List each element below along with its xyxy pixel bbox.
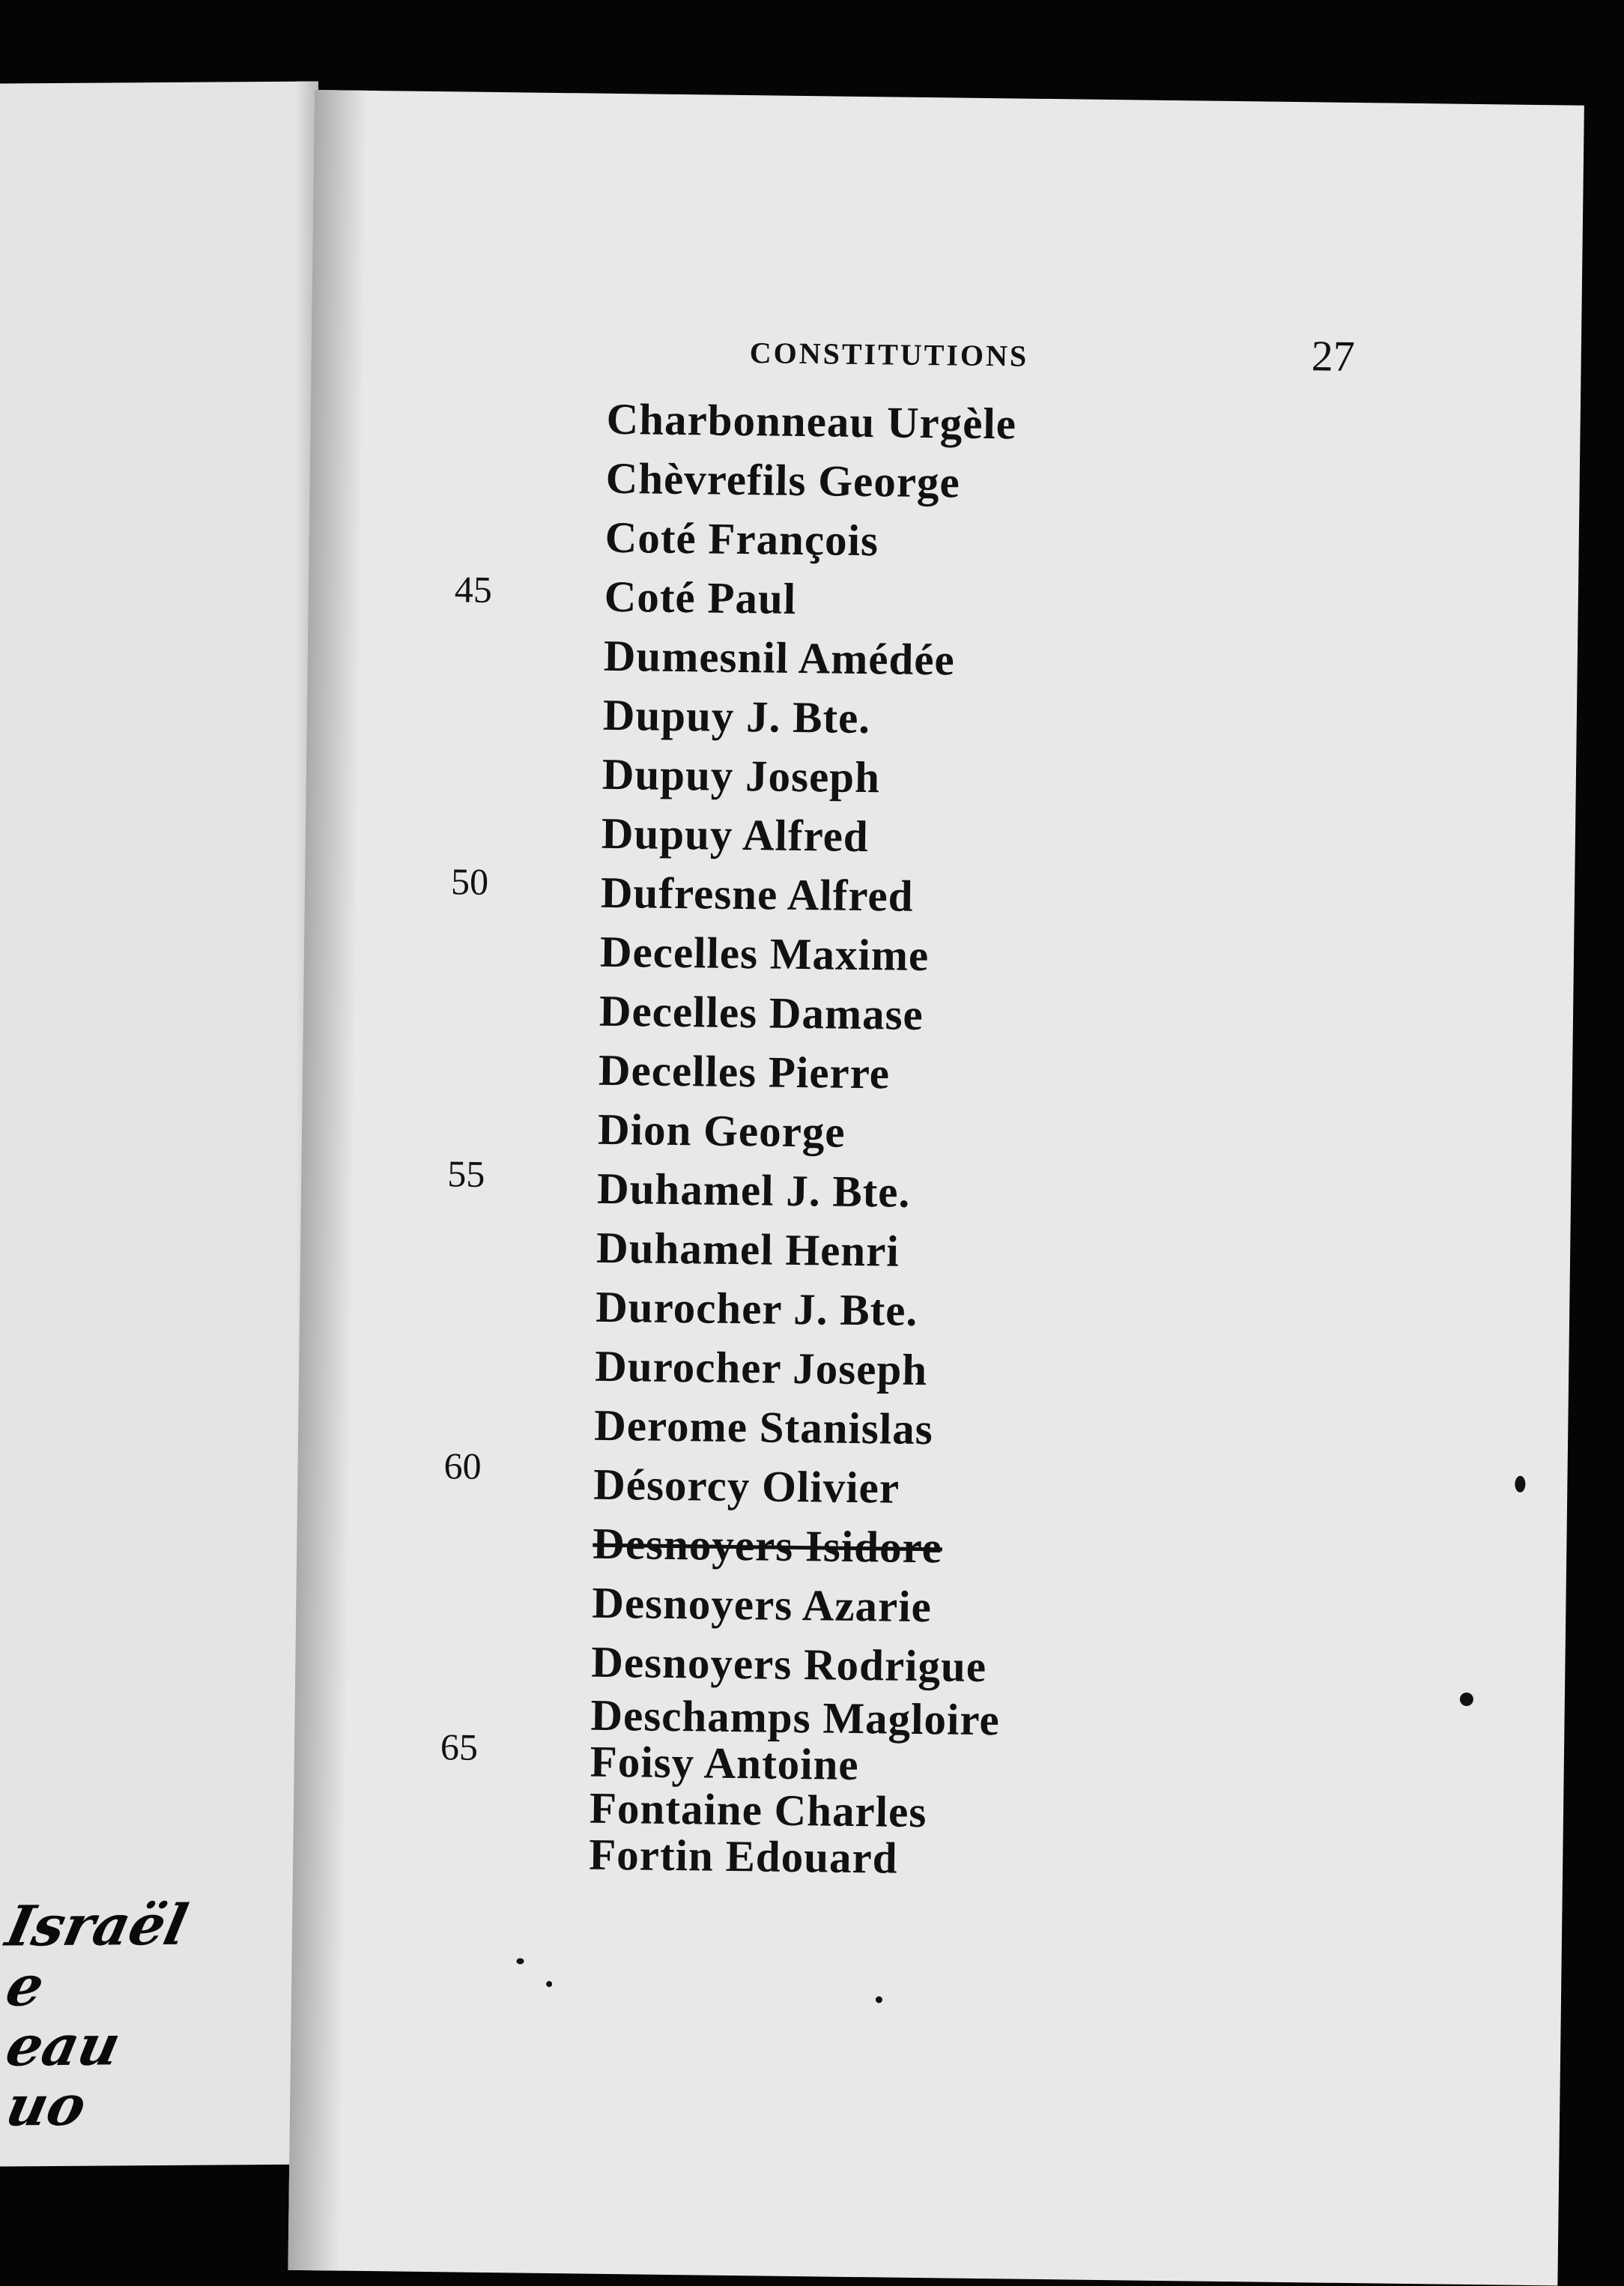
handwriting-line: eau xyxy=(0,2013,126,2079)
member-name: Duhamel J. Bte. xyxy=(596,1163,911,1217)
member-name: Dumesnil Amédée xyxy=(603,630,956,685)
running-header: CONSTITUTIONS xyxy=(749,336,1029,373)
ink-speck xyxy=(1515,1476,1525,1493)
handwriting-line: e xyxy=(0,1954,50,2019)
member-name: Dufresne Alfred xyxy=(600,867,914,921)
member-name: Desnoyers Azarie xyxy=(591,1577,933,1632)
member-name: Dion George xyxy=(597,1104,846,1157)
ink-speck xyxy=(876,1996,882,2003)
member-name: Foisy Antoine xyxy=(590,1736,860,1790)
member-name: Dupuy J. Bte. xyxy=(602,689,871,743)
member-list xyxy=(589,390,1281,1886)
left-page xyxy=(0,82,318,2167)
member-name: Coté François xyxy=(605,512,879,566)
member-name: Chèvrefils George xyxy=(605,453,961,507)
member-name: Durocher Joseph xyxy=(594,1340,928,1395)
line-number: 50 xyxy=(450,860,489,903)
line-number: 65 xyxy=(440,1726,479,1768)
member-name: Durocher J. Bte. xyxy=(595,1281,918,1335)
ink-speck xyxy=(516,1958,524,1964)
line-number: 60 xyxy=(443,1445,482,1487)
struck-member-name: Desnoyers Isidore xyxy=(592,1518,943,1573)
member-name: Decelles Maxime xyxy=(599,926,930,981)
handwritten-annotation xyxy=(0,1893,292,2139)
member-name: Derome Stanislas xyxy=(593,1400,934,1454)
member-name: Fontaine Charles xyxy=(589,1782,927,1837)
member-name: Désorcy Olivier xyxy=(593,1459,900,1513)
member-name: Duhamel Henri xyxy=(596,1222,900,1276)
member-name: Desnoyers Rodrigue xyxy=(590,1636,987,1692)
line-number: 45 xyxy=(454,568,493,611)
right-page xyxy=(288,90,1584,2285)
member-name: Fortin Edouard xyxy=(588,1829,898,1883)
member-name: Dupuy Joseph xyxy=(602,749,881,802)
ink-speck xyxy=(1460,1693,1473,1706)
member-name: Charbonneau Urgèle xyxy=(606,393,1017,449)
ink-speck xyxy=(546,1981,552,1987)
member-name: Decelles Damase xyxy=(599,985,924,1040)
member-name: Deschamps Magloire xyxy=(590,1690,1001,1745)
line-number: 55 xyxy=(447,1152,485,1195)
handwriting-line: uo xyxy=(0,2073,92,2139)
member-name: Dupuy Alfred xyxy=(601,808,870,862)
member-name: Coté Paul xyxy=(604,571,797,623)
page-number: 27 xyxy=(1311,331,1356,381)
member-name: Decelles Pierre xyxy=(598,1044,891,1098)
handwriting-line: Israël xyxy=(0,1893,193,1959)
